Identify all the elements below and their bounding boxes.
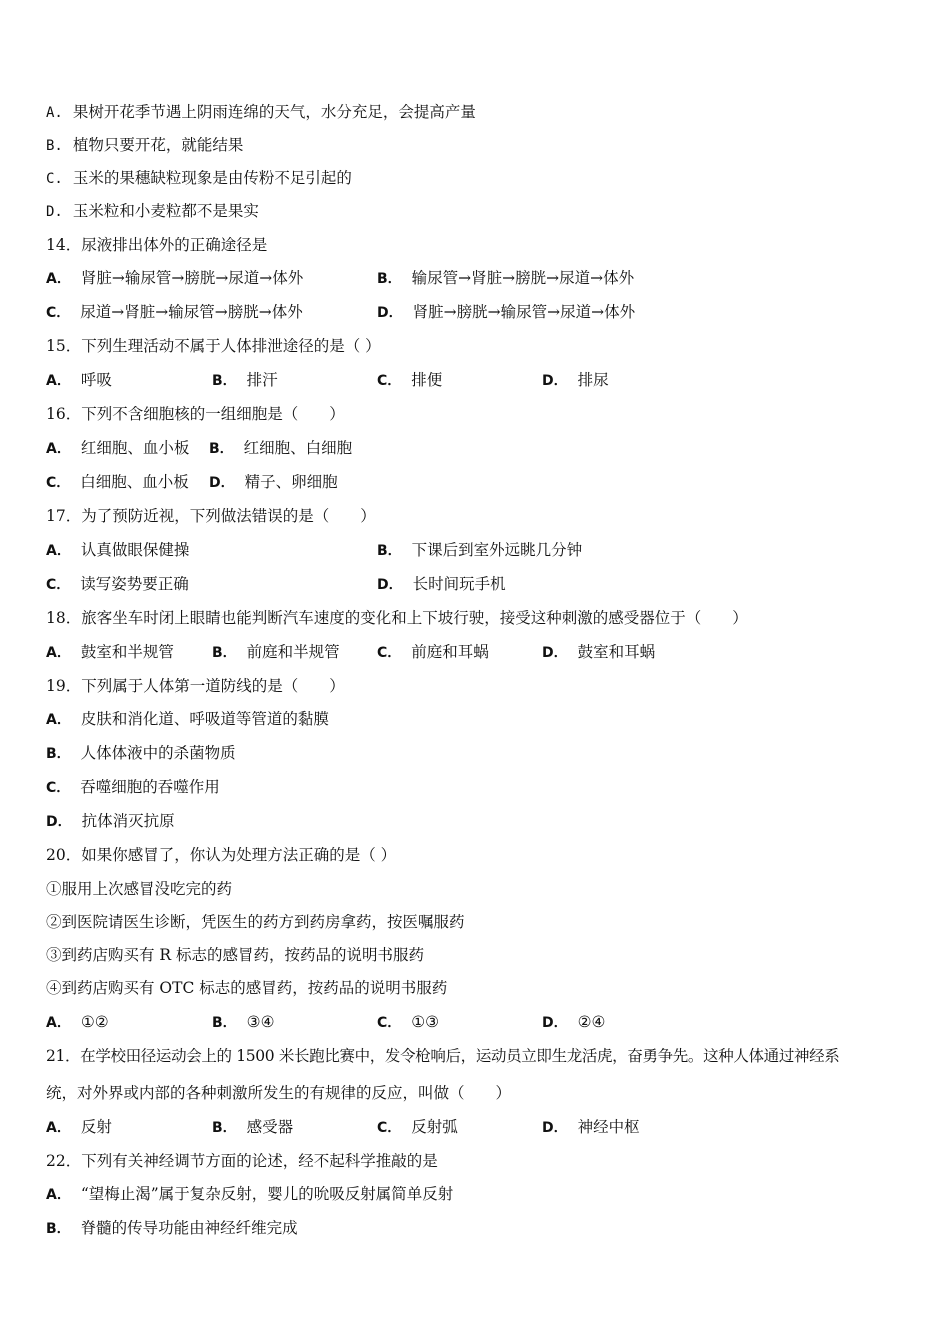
q13-option-b: B. 植物只要开花，就能结果 [46,136,244,154]
q15-option-c: C． 排便 [377,371,443,389]
q20-option-c: C． ①③ [377,1013,440,1031]
q13-option-d: D. 玉米粒和小麦粒都不是果实 [46,202,259,220]
q18-option-d: D． 鼓室和耳蜗 [542,643,656,661]
q14-option-b: B． 输尿管→肾脏→膀胱→尿道→体外 [377,269,635,287]
q20-stem: 20．如果你感冒了，你认为处理方法正确的是（ ） [46,846,397,864]
q21-option-b: B． 感受器 [212,1118,294,1136]
q13-option-a: A. 果树开花季节遇上阴雨连绵的天气，水分充足，会提高产量 [46,103,476,121]
q22-option-b: B． 脊髓的传导功能由神经纤维完成 [46,1219,298,1237]
q18-option-a: A． 鼓室和半规管 [46,643,174,661]
q20-option-a: A． ①② [46,1013,109,1031]
q14-stem: 14．尿液排出体外的正确途径是 [46,236,268,254]
q14-option-c: C． 尿道→肾脏→输尿管→膀胱→体外 [46,303,303,321]
q21-option-c: C． 反射弧 [377,1118,458,1136]
q22-option-a: A． “望梅止渴”属于复杂反射，婴儿的吮吸反射属简单反射 [46,1185,454,1203]
q16-option-a: A． 红细胞、血小板 [46,439,190,457]
q20-item-1: ①服用上次感冒没吃完的药 [46,880,233,898]
q14-option-d: D． 肾脏→膀胱→输尿管→尿道→体外 [377,303,636,321]
q15-stem: 15．下列生理活动不属于人体排泄途径的是（ ） [46,337,381,355]
q15-option-d: D． 排尿 [542,371,609,389]
q21-stem-line-1: 21．在学校田径运动会上的 1500 米长跑比赛中，发令枪响后，运动员立即生龙活虎，奋勇争先。这种人体通过神经系 [46,1047,840,1065]
q18-option-b: B． 前庭和半规管 [212,643,340,661]
q20-option-b: B． ③④ [212,1013,275,1031]
q16-stem: 16．下列不含细胞核的一组细胞是（ ） [46,405,345,423]
q18-stem: 18．旅客坐车时闭上眼睛也能判断汽车速度的变化和上下坡行驶，接受这种刺激的感受器位于（ ） [46,609,748,627]
q17-option-b: B． 下课后到室外远眺几分钟 [377,541,583,559]
q19-option-a: A． 皮肤和消化道、呼吸道等管道的黏膜 [46,710,329,728]
q20-option-d: D． ②④ [542,1013,606,1031]
q16-option-d: D． 精子、卵细胞 [209,473,338,491]
q17-stem: 17．为了预防近视，下列做法错误的是（ ） [46,507,376,525]
q15-option-a: A． 呼吸 [46,371,112,389]
q22-stem: 22．下列有关神经调节方面的论述，经不起科学推敲的是 [46,1152,438,1170]
q18-option-c: C． 前庭和耳蜗 [377,643,489,661]
q17-option-a: A． 认真做眼保健操 [46,541,190,559]
q21-option-a: A． 反射 [46,1118,112,1136]
q16-option-b: B． 红细胞、白细胞 [209,439,353,457]
q20-item-2: ②到医院请医生诊断，凭医生的药方到药房拿药，按医嘱服药 [46,913,465,931]
q15-option-b: B． 排汗 [212,371,278,389]
q13-option-c: C. 玉米的果穗缺粒现象是由传粉不足引起的 [46,169,352,187]
q21-option-d: D． 神经中枢 [542,1118,640,1136]
q19-option-d: D． 抗体消灭抗原 [46,812,175,830]
q19-option-b: B． 人体体液中的杀菌物质 [46,744,236,762]
q17-option-c: C． 读写姿势要正确 [46,575,189,593]
q16-option-c: C． 白细胞、血小板 [46,473,189,491]
q21-stem-line-2: 统，对外界或内部的各种刺激所发生的有规律的反应，叫做（ ） [46,1084,512,1102]
q17-option-d: D． 长时间玩手机 [377,575,506,593]
q19-option-c: C． 吞噬细胞的吞噬作用 [46,778,220,796]
q14-option-a: A． 肾脏→输尿管→膀胱→尿道→体外 [46,269,304,287]
q20-item-3: ③到药店购买有 R 标志的感冒药，按药品的说明书服药 [46,946,425,964]
q19-stem: 19．下列属于人体第一道防线的是（ ） [46,677,345,695]
q20-item-4: ④到药店购买有 OTC 标志的感冒药，按药品的说明书服药 [46,979,448,997]
